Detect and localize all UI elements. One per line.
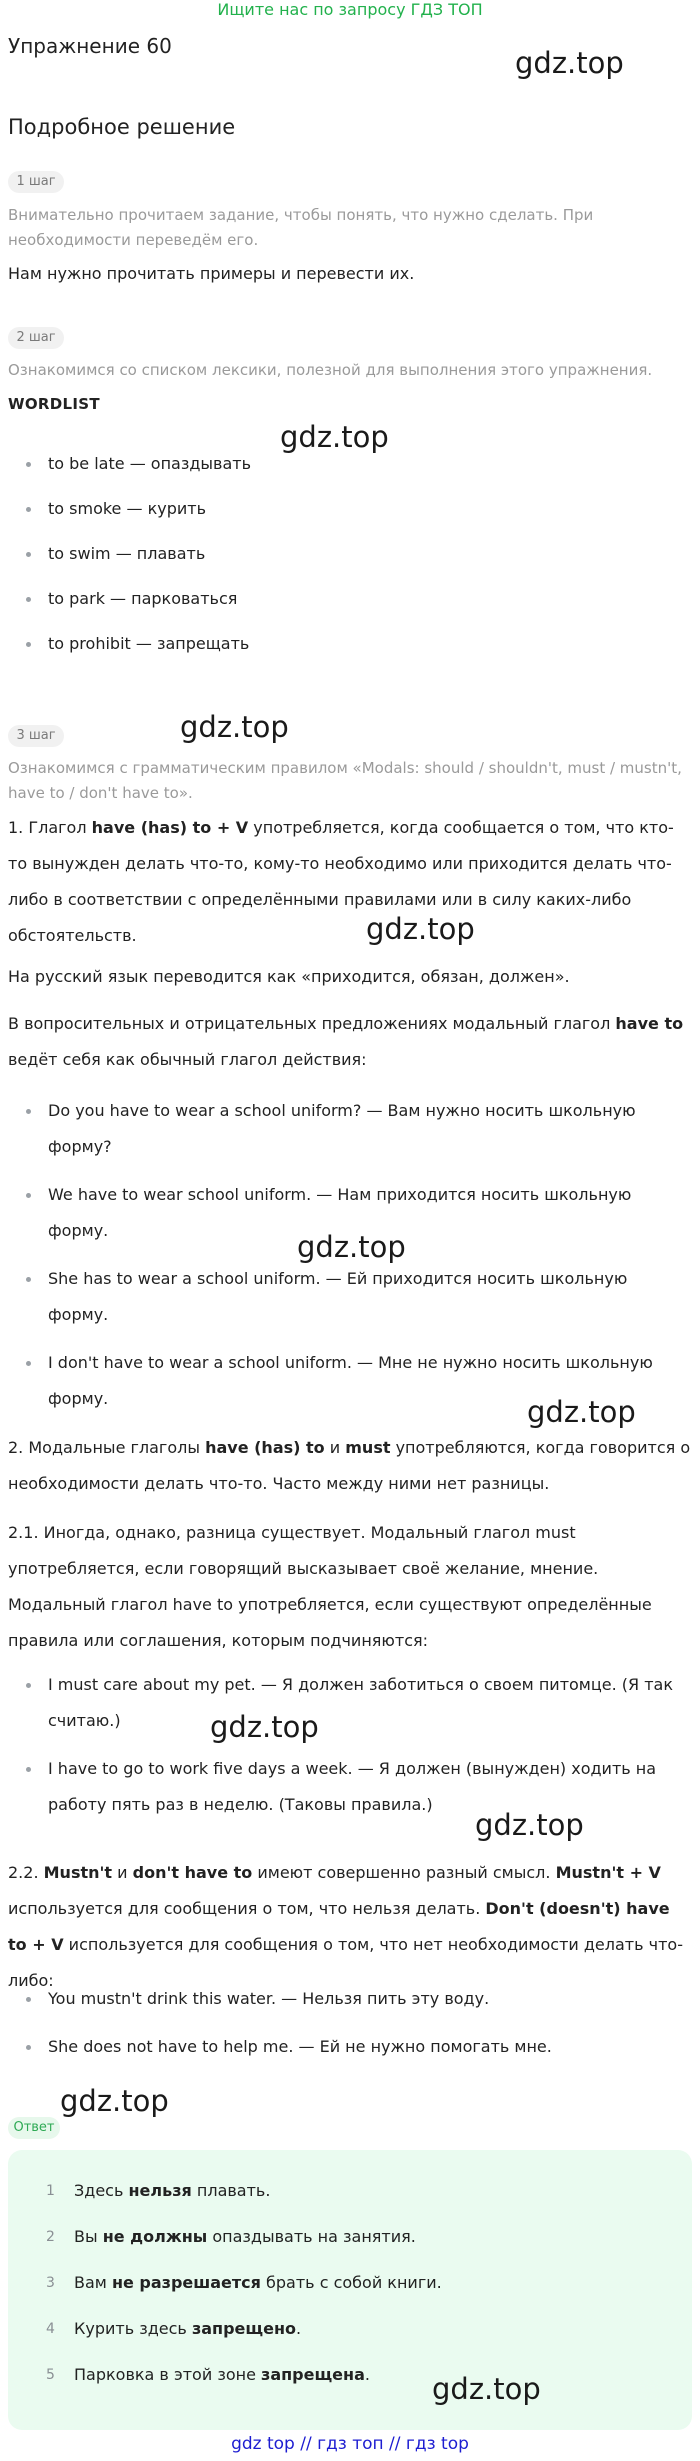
answer-item: 1 Здесь нельзя плавать.	[46, 2181, 271, 2200]
rule-paragraph-1: 1. Глагол have (has) to + V употребляется, когда сообщается о том, что кто-то вынужден делать что-то, кому-то необходимо или приходится делать что-либо в соответствии с определёнными правилами или в силу каких-либо обстоятельств.	[8, 818, 674, 945]
list-item: I have to go to work five days a week. — Я должен (вынужден) ходить на работу пять раз в неделю. (Таковы правила.)	[8, 1751, 692, 1823]
watermark: gdz.top	[515, 46, 624, 80]
list-item: You mustn't drink this water. — Нельзя пить эту воду.	[8, 1981, 692, 2017]
list-item: to be late — опаздывать	[8, 446, 692, 482]
step-3-badge: 3 шаг	[8, 725, 64, 747]
top-banner: Ищите нас по запросу ГДЗ ТОП	[217, 0, 483, 19]
answer-item: 4 Курить здесь запрещено.	[46, 2319, 302, 2338]
step-3-instruction: Ознакомимся с грамматическим правилом «Modals: should / shouldn't, must / mustn't, have to / don't have to».	[8, 759, 682, 802]
answer-item: 3 Вам не разрешается брать с собой книги.	[46, 2273, 442, 2292]
watermark: gdz.top	[180, 710, 289, 744]
rule-paragraph-5: 2.1. Иногда, однако, разница существует. Модальный глагол must употребляется, если говорящий высказывает своё желание, мнение. Модальный глагол have to употребляется, если существуют определённые правила или соглашения, которым подчиняются:	[8, 1523, 652, 1650]
examples-list-2	[8, 1667, 692, 1835]
list-item: I must care about my pet. — Я должен заботиться о своем питомце. (Я так считаю.)	[8, 1667, 692, 1739]
list-item: I don't have to wear a school uniform. — Мне не нужно носить школьную форму.	[8, 1345, 692, 1417]
wordlist-title: WORDLIST	[8, 395, 100, 413]
step-2-badge: 2 шаг	[8, 327, 64, 349]
watermark: gdz.top	[432, 2372, 541, 2406]
answer-list	[42, 2178, 662, 2408]
rule-paragraph-2: На русский язык переводится как «приходится, обязан, должен».	[8, 967, 570, 986]
answer-item: 5 Парковка в этой зоне запрещена.	[46, 2365, 370, 2384]
watermark: gdz.top	[297, 1230, 406, 1264]
list-item: to smoke — курить	[8, 491, 692, 527]
step-1-text: Нам нужно прочитать примеры и перевести их.	[8, 264, 415, 283]
step-1-instruction: Внимательно прочитаем задание, чтобы понять, что нужно сделать. При необходимости переведём его.	[8, 206, 594, 249]
list-item: to swim — плавать	[8, 536, 692, 572]
list-item: We have to wear school uniform. — Нам приходится носить школьную форму.	[8, 1177, 692, 1249]
watermark: gdz.top	[527, 1395, 636, 1429]
step-1-badge: 1 шаг	[8, 171, 64, 193]
rule-paragraph-3: В вопросительных и отрицательных предложениях модальный глагол have to ведёт себя как обычный глагол действия:	[8, 1014, 684, 1069]
watermark: gdz.top	[475, 1808, 584, 1842]
list-item: She does not have to help me. — Ей не нужно помогать мне.	[8, 2029, 692, 2065]
examples-list-3	[8, 1981, 692, 2077]
list-item: She has to wear a school uniform. — Ей приходится носить школьную форму.	[8, 1261, 692, 1333]
footer-links[interactable]: gdz top // гдз топ // гдз top	[231, 2434, 469, 2454]
step-2-instruction: Ознакомимся со списком лексики, полезной для выполнения этого упражнения.	[8, 361, 653, 379]
answer-box	[8, 2150, 692, 2430]
answer-item: 2 Вы не должны опаздывать на занятия.	[46, 2227, 416, 2246]
watermark: gdz.top	[280, 420, 389, 454]
list-item: Do you have to wear a school uniform? — Вам нужно носить школьную форму?	[8, 1093, 692, 1165]
watermark: gdz.top	[210, 1710, 319, 1744]
rule-paragraph-6: 2.2. Mustn't и don't have to имеют совершенно разный смысл. Mustn't + V используется для сообщения о том, что нельзя делать. Don't (doesn't) have to + V используется для сообщения о том, что нет необходимости делать что-либо:	[8, 1863, 683, 1990]
section-title: Подробное решение	[8, 115, 236, 139]
list-item: to park — парковаться	[8, 581, 692, 617]
watermark: gdz.top	[60, 2084, 169, 2118]
answer-badge: Ответ	[8, 2117, 60, 2139]
rule-paragraph-4: 2. Модальные глаголы have (has) to и must употребляются, когда говорится о необходимости делать что-то. Часто между ними нет разницы.	[8, 1438, 691, 1493]
list-item: to prohibit — запрещать	[8, 626, 692, 662]
page-title: Упражнение 60	[8, 34, 172, 58]
watermark: gdz.top	[366, 912, 475, 946]
wordlist	[8, 446, 692, 671]
